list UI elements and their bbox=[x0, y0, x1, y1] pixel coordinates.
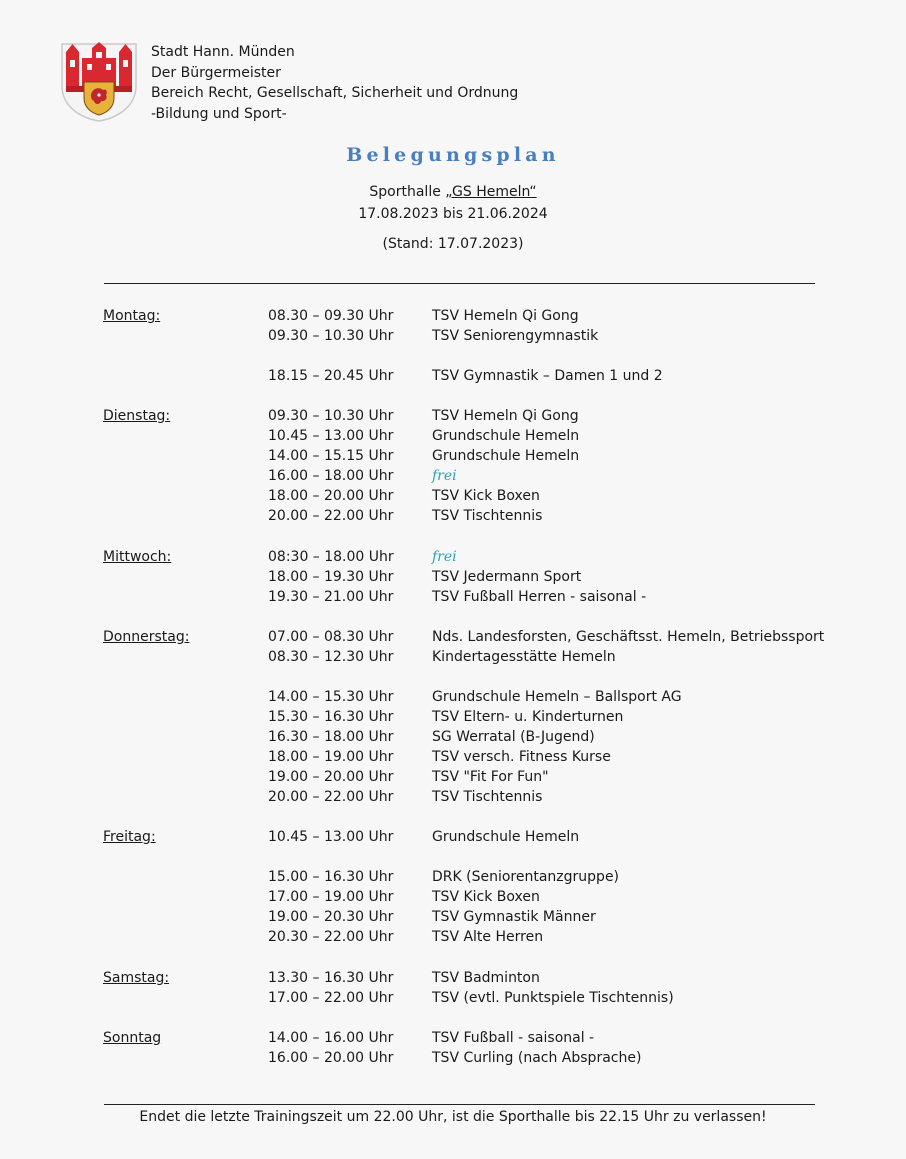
activity-label: TSV Seniorengymnastik bbox=[432, 328, 599, 345]
schedule-row bbox=[0, 567, 906, 587]
schedule-row bbox=[0, 707, 906, 727]
spacer-row bbox=[0, 386, 906, 406]
activity-label: DRK (Seniorentanzgruppe) bbox=[432, 869, 620, 886]
activity-label: Grundschule Hemeln – Ballsport AG bbox=[432, 688, 682, 705]
schedule-row bbox=[0, 907, 906, 927]
period: 17.08.2023 bis 21.06.2024 bbox=[358, 206, 548, 222]
schedule-row bbox=[0, 326, 906, 346]
hall-prefix: Sporthalle bbox=[369, 184, 446, 200]
free-slot-label: frei bbox=[432, 468, 457, 485]
day-label: Mittwoch: bbox=[103, 548, 172, 565]
activity-label: TSV Hemeln Qi Gong bbox=[432, 408, 579, 425]
time-slot: 18.15 – 20.45 Uhr bbox=[268, 368, 394, 385]
activity-label: TSV Eltern- u. Kinderturnen bbox=[432, 708, 624, 725]
activity-label: TSV Tischtennis bbox=[432, 508, 543, 525]
hall-name: „GS Hemeln“ bbox=[445, 184, 537, 200]
time-slot: 10.45 – 13.00 Uhr bbox=[268, 829, 394, 846]
time-slot: 09.30 – 10.30 Uhr bbox=[268, 328, 394, 345]
schedule-row bbox=[0, 647, 906, 667]
document-title: Belegungsplan bbox=[346, 144, 560, 166]
time-slot: 19.00 – 20.30 Uhr bbox=[268, 909, 394, 926]
schedule-row bbox=[0, 727, 906, 747]
top-divider bbox=[104, 283, 815, 284]
spacer-row bbox=[0, 346, 906, 366]
schedule-row bbox=[0, 587, 906, 607]
day-label: Sonntag bbox=[103, 1029, 162, 1046]
footer-note: Endet die letzte Trainingszeit um 22.00 Uhr, ist die Sporthalle bis 22.15 Uhr zu verlassen! bbox=[139, 1109, 767, 1125]
letterhead-office: Der Bürgermeister bbox=[151, 64, 281, 81]
time-slot: 16.30 – 18.00 Uhr bbox=[268, 728, 394, 745]
schedule-row bbox=[0, 747, 906, 767]
schedule-row bbox=[0, 968, 906, 988]
schedule-row bbox=[0, 406, 906, 426]
activity-label: TSV Fußball Herren - saisonal - bbox=[432, 588, 647, 605]
hall-line bbox=[0, 184, 906, 200]
schedule-row bbox=[0, 687, 906, 707]
time-slot: 08.30 – 12.30 Uhr bbox=[268, 648, 394, 665]
schedule-row bbox=[0, 446, 906, 466]
day-label: Samstag: bbox=[103, 969, 170, 986]
schedule-row bbox=[0, 366, 906, 386]
day-label: Montag: bbox=[103, 308, 161, 324]
coat-of-arms-icon bbox=[60, 42, 138, 122]
activity-label: TSV Kick Boxen bbox=[432, 889, 540, 906]
time-slot: 16.00 – 18.00 Uhr bbox=[268, 468, 394, 485]
activity-label: TSV Alte Herren bbox=[432, 929, 544, 946]
time-slot: 18.00 – 19.00 Uhr bbox=[268, 749, 394, 766]
activity-label: TSV Fußball - saisonal - bbox=[432, 1029, 595, 1046]
time-slot: 08:30 – 18.00 Uhr bbox=[268, 548, 394, 565]
schedule-row bbox=[0, 887, 906, 907]
activity-label: Grundschule Hemeln bbox=[432, 428, 580, 445]
time-slot: 19.30 – 21.00 Uhr bbox=[268, 588, 394, 605]
spacer-row bbox=[0, 607, 906, 627]
schedule-row bbox=[0, 506, 906, 526]
schedule-row bbox=[0, 547, 906, 567]
spacer-row bbox=[0, 1008, 906, 1028]
schedule-row bbox=[0, 767, 906, 787]
spacer-row bbox=[0, 527, 906, 547]
letterhead bbox=[151, 42, 518, 124]
time-slot: 20.00 – 22.00 Uhr bbox=[268, 508, 394, 525]
spacer-row bbox=[0, 667, 906, 687]
schedule-row bbox=[0, 1028, 906, 1048]
spacer-row bbox=[0, 847, 906, 867]
time-slot: 17.00 – 22.00 Uhr bbox=[268, 989, 394, 1006]
time-slot: 14.00 – 16.00 Uhr bbox=[268, 1029, 394, 1046]
time-slot: 20.30 – 22.00 Uhr bbox=[268, 929, 394, 946]
activity-label: TSV Tischtennis bbox=[432, 789, 543, 806]
activity-label: TSV versch. Fitness Kurse bbox=[432, 749, 611, 766]
time-slot: 15.00 – 16.30 Uhr bbox=[268, 869, 394, 886]
letterhead-department: Bereich Recht, Gesellschaft, Sicherheit und Ordnung bbox=[151, 85, 519, 101]
stand-date: (Stand: 17.07.2023) bbox=[382, 236, 524, 252]
activity-label: TSV Gymnastik Männer bbox=[432, 909, 596, 926]
spacer-row bbox=[0, 807, 906, 827]
time-slot: 09.30 – 10.30 Uhr bbox=[268, 408, 394, 425]
schedule-row bbox=[0, 787, 906, 807]
free-slot-label: frei bbox=[432, 548, 457, 565]
schedule-row bbox=[0, 867, 906, 887]
schedule-row bbox=[0, 426, 906, 446]
time-slot: 16.00 – 20.00 Uhr bbox=[268, 1049, 394, 1066]
spacer-row bbox=[0, 948, 906, 968]
time-slot: 14.00 – 15.30 Uhr bbox=[268, 688, 394, 705]
time-slot: 14.00 – 15.15 Uhr bbox=[268, 448, 394, 465]
schedule-row bbox=[0, 306, 906, 326]
schedule-row bbox=[0, 827, 906, 847]
activity-label: Kindertagesstätte Hemeln bbox=[432, 648, 616, 665]
activity-label: Grundschule Hemeln bbox=[432, 448, 580, 465]
activity-label: Grundschule Hemeln bbox=[432, 829, 580, 846]
bottom-divider bbox=[104, 1104, 815, 1105]
activity-label: TSV Curling (nach Absprache) bbox=[432, 1049, 642, 1066]
activity-label: TSV "Fit For Fun" bbox=[432, 769, 549, 786]
schedule-row bbox=[0, 486, 906, 506]
time-slot: 19.00 – 20.00 Uhr bbox=[268, 769, 394, 786]
time-slot: 08.30 – 09.30 Uhr bbox=[268, 308, 394, 324]
time-slot: 18.00 – 20.00 Uhr bbox=[268, 488, 394, 505]
schedule-row bbox=[0, 466, 906, 486]
day-label: Freitag: bbox=[103, 829, 156, 846]
activity-label: TSV Gymnastik – Damen 1 und 2 bbox=[432, 368, 663, 385]
activity-label: Nds. Landesforsten, Geschäftsst. Hemeln, Betriebssport bbox=[432, 628, 825, 645]
day-label: Donnerstag: bbox=[103, 628, 190, 645]
schedule-row bbox=[0, 627, 906, 647]
time-slot: 15.30 – 16.30 Uhr bbox=[268, 708, 394, 725]
activity-label: TSV Kick Boxen bbox=[432, 488, 540, 505]
time-slot: 17.00 – 19.00 Uhr bbox=[268, 889, 394, 906]
time-slot: 18.00 – 19.30 Uhr bbox=[268, 568, 394, 585]
letterhead-division: -Bildung und Sport- bbox=[151, 105, 287, 122]
time-slot: 13.30 – 16.30 Uhr bbox=[268, 969, 394, 986]
activity-label: TSV Badminton bbox=[432, 969, 540, 986]
activity-label: TSV (evtl. Punktspiele Tischtennis) bbox=[432, 989, 674, 1006]
schedule-table bbox=[0, 306, 906, 1068]
time-slot: 20.00 – 22.00 Uhr bbox=[268, 789, 394, 806]
activity-label: TSV Hemeln Qi Gong bbox=[432, 308, 579, 324]
activity-label: TSV Jedermann Sport bbox=[432, 568, 582, 585]
day-label: Dienstag: bbox=[103, 408, 171, 425]
time-slot: 07.00 – 08.30 Uhr bbox=[268, 628, 394, 645]
schedule-row bbox=[0, 1048, 906, 1068]
time-slot: 10.45 – 13.00 Uhr bbox=[268, 428, 394, 445]
schedule-row bbox=[0, 988, 906, 1008]
schedule-row bbox=[0, 927, 906, 947]
letterhead-city: Stadt Hann. Münden bbox=[151, 44, 295, 60]
activity-label: SG Werratal (B-Jugend) bbox=[432, 728, 595, 745]
